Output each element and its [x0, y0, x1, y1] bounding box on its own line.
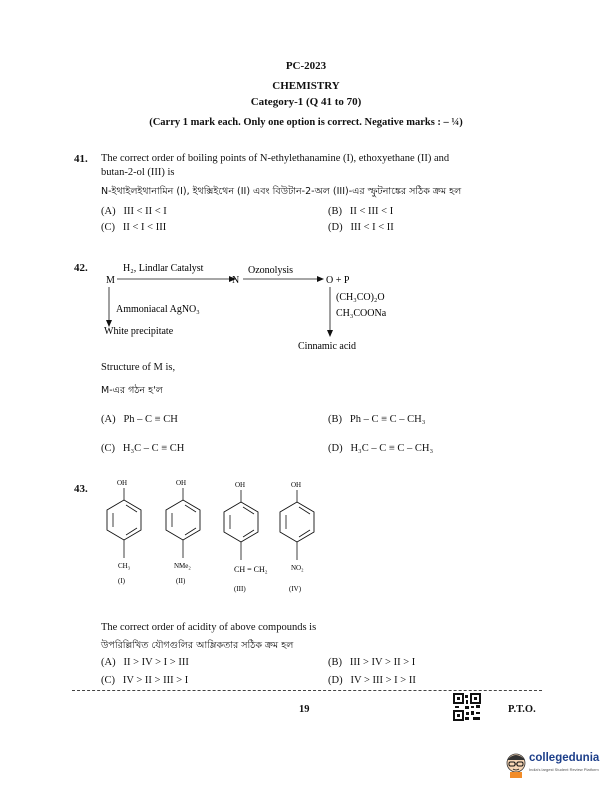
svg-text:(IV): (IV)	[289, 585, 302, 593]
svg-text:CH₃: CH₃	[118, 562, 131, 570]
svg-text:(I): (I)	[118, 577, 125, 585]
instructions: (Carry 1 mark each. Only one option is correct. Negative marks : – ¼)	[149, 117, 463, 128]
q41-text-bn: N-ইথাইলইথানামিন (I), ইথক্সিইথেন (II) এবং বিউটান-2-অল (III)-এর স্ফুটনাঙ্কের সঠিক ক্রম হল	[101, 186, 462, 197]
scheme-reagent3a: (CH₃CO)₂O	[336, 292, 385, 303]
q42-option-a[interactable]: (A) Ph – C ≡ CH	[101, 414, 178, 425]
scheme-reagent1: H₂, Lindlar Catalyst	[123, 263, 204, 274]
q43-option-c[interactable]: (C) IV > II > III > I	[101, 675, 189, 686]
q41-number: 41.	[74, 153, 88, 165]
compound-iv	[280, 481, 314, 593]
scheme-precipitate: White precipitate	[104, 326, 174, 337]
page-number: 19	[299, 704, 310, 715]
compound-iii	[224, 481, 268, 593]
q42-option-b[interactable]: (B) Ph – C ≡ C – CH₃	[328, 414, 426, 425]
q42-text-bn: M-এর গঠন হ'ল	[101, 385, 163, 396]
compound-i	[107, 479, 141, 585]
svg-text:OH: OH	[235, 481, 246, 489]
svg-text:(II): (II)	[176, 577, 186, 585]
q41-option-c[interactable]: (C) II < I < III	[101, 222, 167, 233]
scheme-intermediate-n: N	[232, 275, 240, 286]
scheme-final-product: Cinnamic acid	[298, 341, 357, 352]
scheme-products: O + P	[326, 275, 350, 286]
q43-number: 43.	[74, 483, 88, 495]
brand-tagline: India's largest Student Review Platform	[529, 767, 599, 772]
svg-text:CH = CH₂: CH = CH₂	[234, 565, 268, 574]
footer-divider	[72, 690, 542, 691]
qr-code-icon	[453, 693, 481, 721]
svg-text:NO₂: NO₂	[291, 564, 304, 572]
subject-title: CHEMISTRY	[272, 80, 340, 92]
q43-option-d[interactable]: (D) IV > III > I > II	[328, 675, 416, 686]
svg-text:OH: OH	[117, 479, 128, 487]
q42-option-d[interactable]: (D) H₃C – C ≡ C – CH₃	[328, 443, 434, 454]
q42-option-c[interactable]: (C) H₃C – C ≡ CH	[101, 443, 185, 454]
brand-name: collegedunia	[529, 752, 600, 764]
mascot-icon	[505, 748, 527, 778]
q43-text-en: The correct order of acidity of above compounds is	[101, 622, 317, 633]
exam-code: PC-2023	[285, 60, 327, 72]
q41-option-d[interactable]: (D) III < I < II	[328, 222, 394, 233]
svg-text:NMe₂: NMe₂	[174, 562, 191, 570]
svg-text:OH: OH	[291, 481, 302, 489]
pto-label: P.T.O.	[508, 704, 536, 715]
q41-option-a[interactable]: (A) III < II < I	[101, 206, 167, 217]
q42-text-en: Structure of M is,	[101, 362, 176, 373]
q42-number: 42.	[74, 262, 88, 274]
svg-text:(III): (III)	[234, 585, 246, 593]
scheme-start-m: M	[106, 275, 115, 286]
q41-text-en-2: butan-2-ol (III) is	[101, 167, 175, 178]
category-title: Category-1 (Q 41 to 70)	[250, 96, 362, 108]
q41-text-en-1: The correct order of boiling points of N-ethylethanamine (I), ethoxyethane (II) and	[101, 153, 450, 164]
brand-logo[interactable]	[505, 748, 612, 784]
q43-text-bn: উপরিল্লিখিত যৌগগুলির আম্লিকতার সঠিক ক্রম হল	[101, 640, 294, 651]
scheme-reagent4: Ammoniacal AgNO₃	[116, 304, 200, 315]
scheme-reagent2: Ozonolysis	[248, 265, 293, 276]
q43-option-b[interactable]: (B) III > IV > II > I	[328, 657, 416, 668]
compound-ii	[166, 479, 200, 585]
scheme-reagent3b: CH₃COONa	[336, 308, 387, 319]
q43-option-a[interactable]: (A) II > IV > I > III	[101, 657, 189, 668]
q41-option-b[interactable]: (B) II < III < I	[328, 206, 394, 217]
svg-text:OH: OH	[176, 479, 187, 487]
